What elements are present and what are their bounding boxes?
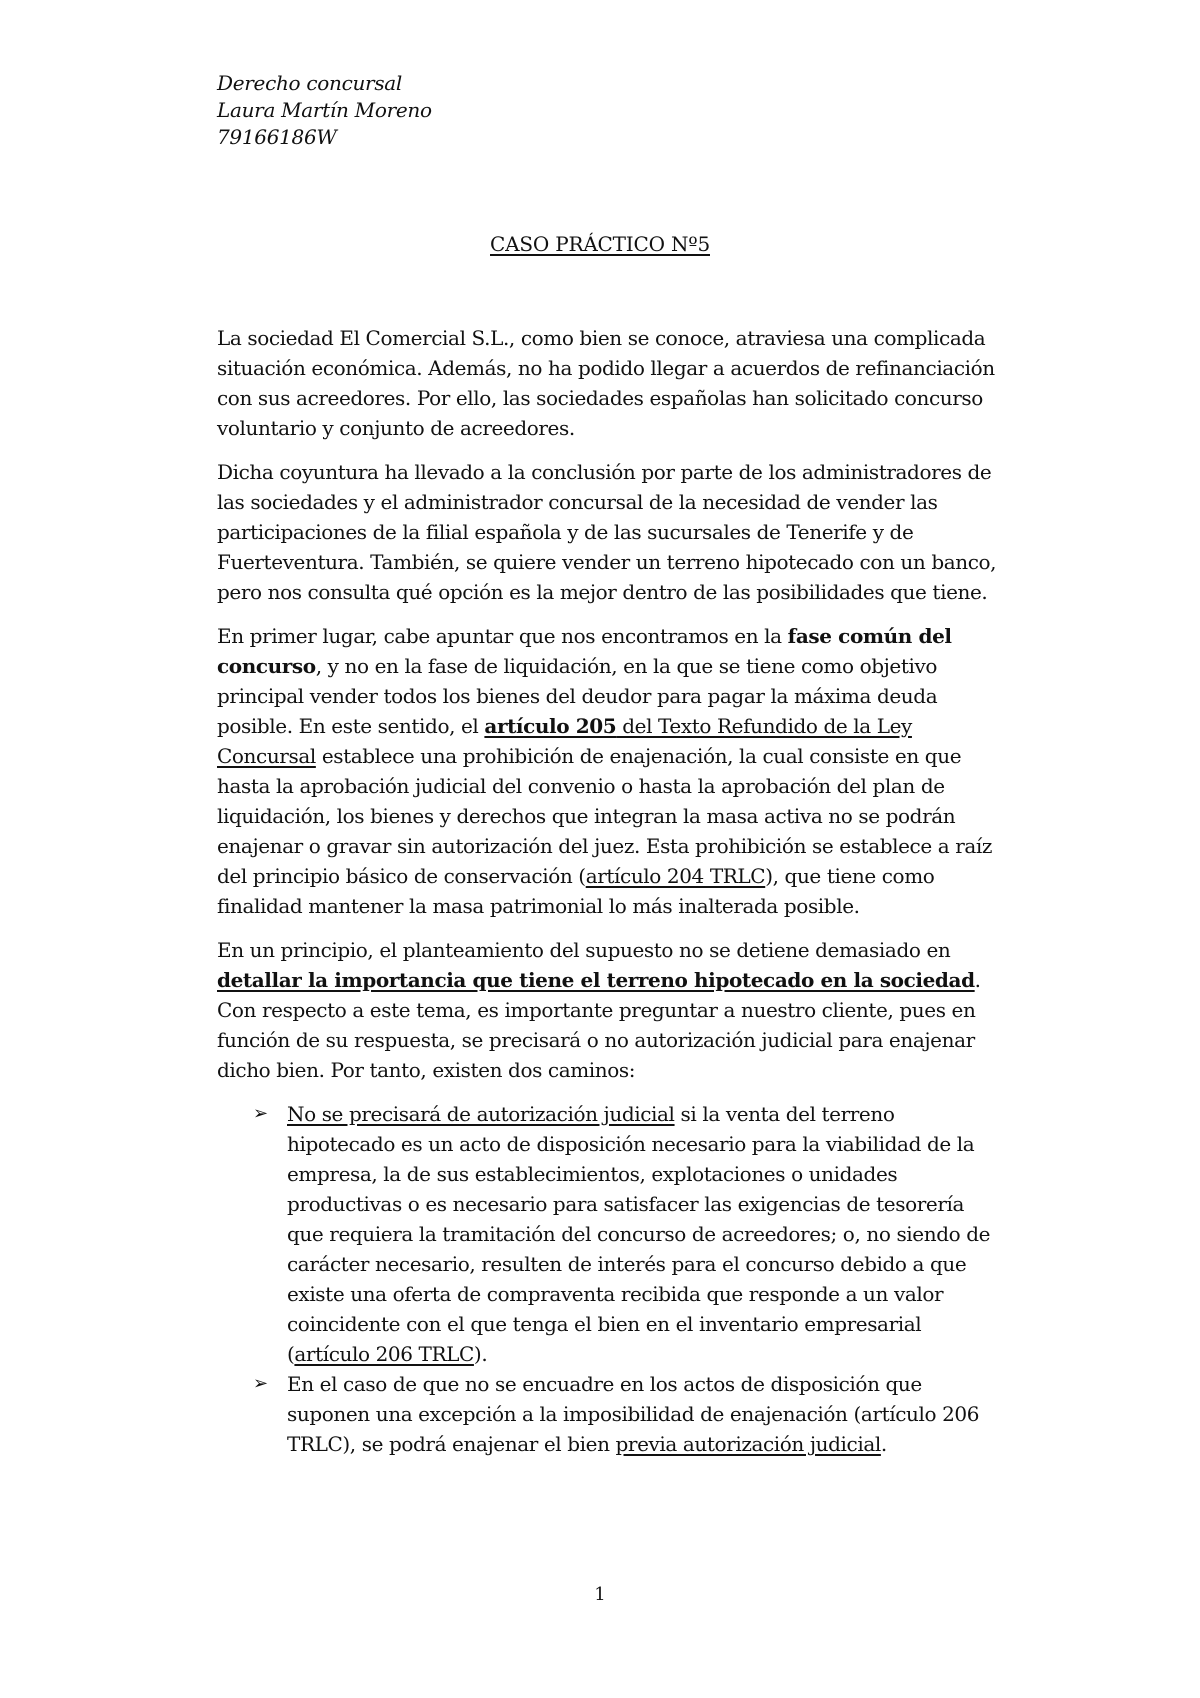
text-span: , y no en la fase de liquidación, en la que se tiene como objetivo principal vender todos los bienes del deudor para pagar la máxima deuda posible. En este sentido, el [217, 654, 938, 738]
list-item [217, 1369, 1003, 1459]
text-span: ). [473, 1342, 488, 1366]
text-span: . [880, 1432, 887, 1456]
article-205-bold: artículo 205 [484, 714, 617, 738]
text-span: ), que tiene como finalidad mantener la masa patrimonial lo más inalterada posible. [217, 864, 935, 918]
article-204-reference: artículo 204 TRLC [585, 864, 766, 888]
text-span: En el caso de que no se encuadre en los actos de disposición que suponen una excepción a la imposibilidad de enajenación (artículo 206 TRLC), se podrá enajenar el bien [287, 1372, 980, 1456]
text-span: si la venta del terreno hipotecado es un acto de disposición necesario para la viabilidad de la empresa, la de sus establecimientos, explotaciones o unidades productivas o es necesario para satisfacer las exigencias de tesorería que requiera la tramitación del concurso de acreedores; o, no siendo de carácter necesario, resulten de interés para el concurso debido a que existe una oferta de compraventa recibida que responde a un valor coincidente con el que tenga el bien en el inventario empresarial ( [287, 1102, 991, 1366]
options-list [217, 1099, 1003, 1459]
document-header [217, 70, 432, 151]
author-id: 79166186W [217, 125, 337, 149]
arrowhead-bullet-icon: ➢ [253, 1103, 268, 1124]
text-span: En primer lugar, cabe apuntar que nos encontramos en la [217, 624, 788, 648]
underlined-phrase: No se precisará de autorización judicial [287, 1102, 675, 1126]
arrowhead-bullet-icon: ➢ [253, 1373, 268, 1394]
page-number: 1 [594, 1584, 606, 1605]
paragraph-3 [217, 621, 1003, 921]
author-name: Laura Martín Moreno [217, 98, 432, 122]
document-title: CASO PRÁCTICO Nº5 [490, 232, 710, 256]
law-title: del Texto Refundido de la Ley Concursal [217, 714, 912, 768]
bold-underlined-phrase: detallar la importancia que tiene el terreno hipotecado en la sociedad [217, 968, 975, 992]
bold-phrase-fase-comun: fase común del concurso [217, 624, 952, 678]
paragraph-2: Dicha coyuntura ha llevado a la conclusión por parte de los administradores de las sociedades y el administrador concursal de la necesidad de vender las participaciones de la filial española y de las sucursales de Tenerife y de Fuerteventura. También, se quiere vender un terreno hipotecado con un banco, pero nos consulta qué opción es la mejor dentro de las posibilidades que tiene. [217, 460, 997, 604]
course-name: Derecho concursal [217, 71, 402, 95]
document-body [217, 323, 1003, 1459]
list-item [217, 1099, 1003, 1369]
text-span: En un principio, el planteamiento del supuesto no se detiene demasiado en [217, 938, 951, 962]
article-206-reference: artículo 206 TRLC [294, 1342, 474, 1366]
underlined-phrase: previa autorización judicial [615, 1432, 881, 1456]
paragraph-4 [217, 935, 1003, 1085]
text-span: . Con respecto a este tema, es importante preguntar a nuestro cliente, pues en función de su respuesta, se precisará o no autorización judicial para enajenar dicho bien. Por tanto, existen dos caminos: [217, 968, 981, 1082]
paragraph-1: La sociedad El Comercial S.L., como bien se conoce, atraviesa una complicada situación económica. Además, no ha podido llegar a acuerdos de refinanciación con sus acreedores. Por ello, las sociedades españolas han solicitado concurso voluntario y conjunto de acreedores. [217, 326, 995, 440]
text-span: establece una prohibición de enajenación, la cual consiste en que hasta la aprobación judicial del convenio o hasta la aprobación del plan de liquidación, los bienes y derechos que integran la masa activa no se podrán enajenar o gravar sin autorización del juez. Esta prohibición se establece a raíz del principio básico de conservación ( [217, 744, 993, 888]
